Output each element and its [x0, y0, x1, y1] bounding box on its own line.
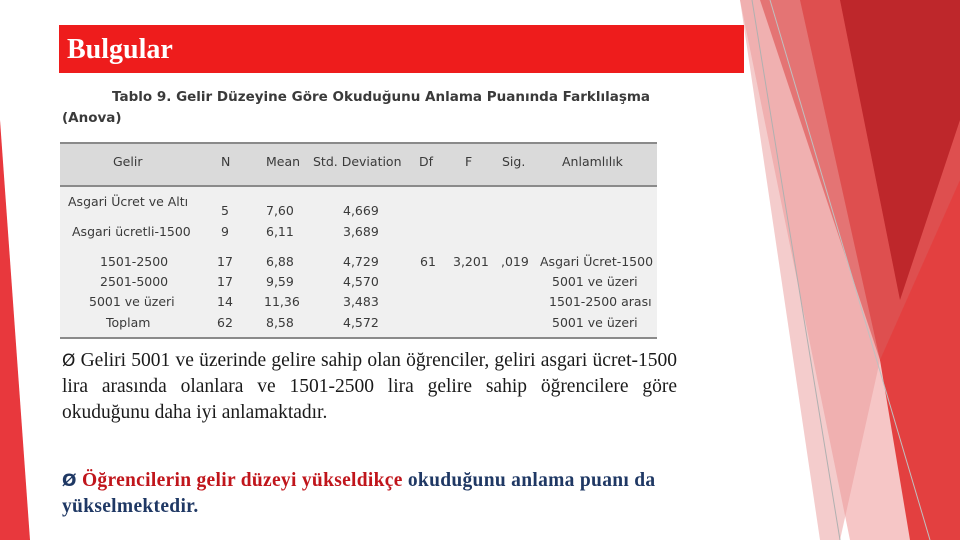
cell-gelir: Asgari ücretli-1500: [72, 224, 191, 239]
cell-n: 9: [221, 224, 229, 239]
cell-mean: 8,58: [266, 315, 294, 330]
arrow-bullet-icon: Ø: [62, 471, 77, 491]
cell-sd: 3,483: [343, 294, 379, 309]
bullet-2-highlight: Öğrencilerin gelir düzeyi yükseldikçe: [81, 470, 403, 491]
cell-gelir: 5001 ve üzeri: [89, 294, 175, 309]
header-df: Df: [419, 154, 434, 169]
arrow-bullet-icon: Ø: [62, 351, 76, 371]
table-caption: [62, 87, 662, 129]
bullet-1-text: Geliri 5001 ve üzerinde gelire sahip olan öğrenciler, geliri asgari ücret-1500 lira arasında olanlara ve 1501-2500 lira gelire sahip öğrencilere göre okuduğunu daha iyi anlamaktadır.: [62, 350, 678, 423]
cell-mean: 9,59: [266, 274, 294, 289]
cell-gelir: 2501-5000: [100, 274, 169, 289]
cell-gelir: Toplam: [106, 315, 151, 330]
caption-line-1: Tablo 9. Gelir Düzeyine Göre Okuduğunu Anlama Puanında Farklılaşma: [112, 89, 651, 105]
table-bottom-rule: [60, 337, 657, 339]
cell-n: 17: [217, 274, 233, 289]
header-std-deviation: Std. Deviation: [313, 154, 402, 169]
bullet-1: [62, 348, 677, 426]
cell-gelir: 1501-2500: [100, 254, 169, 269]
cell-mean: 6,11: [266, 224, 294, 239]
cell-mean: 6,88: [266, 254, 294, 269]
cell-gelir: Asgari Ücret ve Altı: [68, 194, 189, 209]
cell-sd: 4,729: [343, 254, 379, 269]
bullet-2-text: okuduğunu anlama puanı da yükselmektedir.: [62, 470, 656, 517]
cell-n: 17: [217, 254, 233, 269]
cell-n: 5: [221, 203, 229, 218]
slide-title: Bulgular: [67, 34, 173, 65]
cell-n: 14: [217, 294, 233, 309]
cell-anlamlilik: 5001 ve üzeri: [552, 315, 638, 330]
cell-n: 62: [217, 315, 233, 330]
header-anlamlilik: Anlamlılık: [562, 154, 623, 169]
cell-sd: 3,689: [343, 224, 379, 239]
header-mean: Mean: [266, 154, 301, 169]
header-f: F: [465, 154, 473, 169]
cell-anlamlilik: Asgari Ücret-1500: [540, 254, 654, 269]
caption-line-2: (Anova): [62, 110, 122, 126]
header-gelir: Gelir: [113, 154, 143, 169]
cell-mean: 7,60: [266, 203, 294, 218]
cell-df: 61: [420, 254, 436, 269]
cell-anlamlilik: 5001 ve üzeri: [552, 274, 638, 289]
cell-sd: 4,572: [343, 315, 379, 330]
cell-mean: 11,36: [264, 294, 300, 309]
cell-sd: 4,570: [343, 274, 379, 289]
left-red-shard: [0, 120, 30, 540]
cell-anlamlilik: 1501-2500 arası: [549, 294, 652, 309]
header-n: N: [221, 154, 231, 169]
cell-f: 3,201: [453, 254, 489, 269]
bullet-2: [62, 468, 677, 520]
cell-sig: ,019: [501, 254, 529, 269]
cell-sd: 4,669: [343, 203, 379, 218]
header-sig: Sig.: [502, 154, 526, 169]
